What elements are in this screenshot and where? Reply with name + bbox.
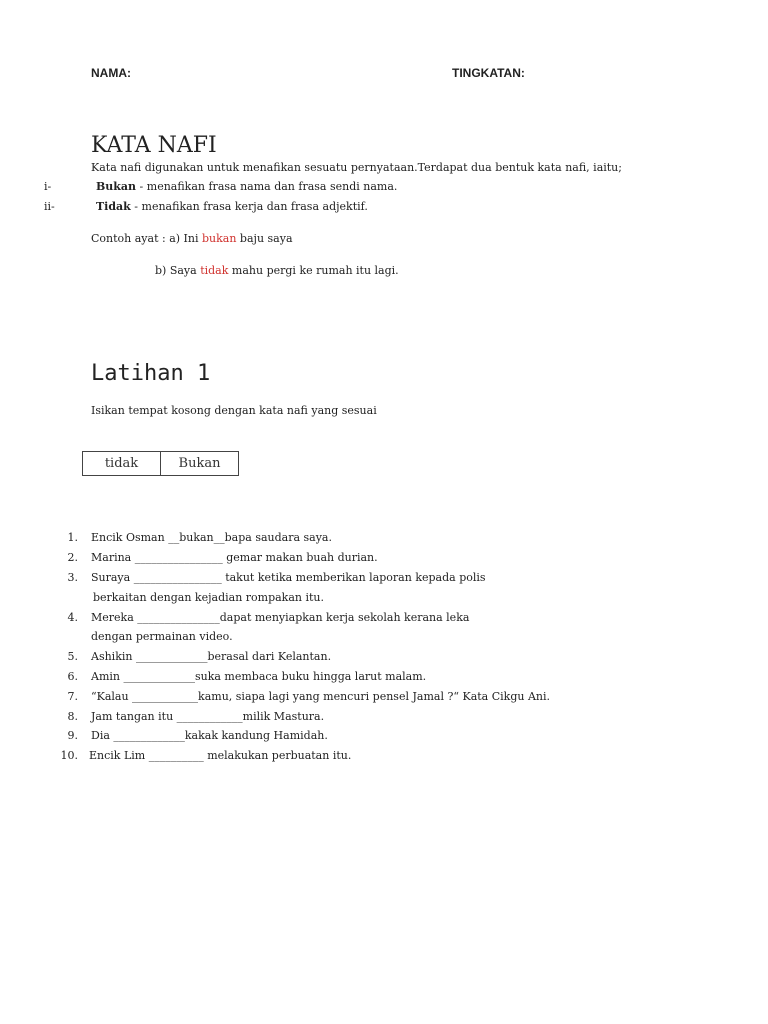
question-text: Jam tangan itu ____________milik Mastura. bbox=[91, 710, 325, 723]
example-text: b) Saya bbox=[155, 264, 201, 277]
exercise-instruction: Isikan tempat kosong dengan kata nafi yang sesuai bbox=[91, 404, 377, 417]
class-label: TINGKATAN: bbox=[452, 66, 525, 80]
form-marker: i- bbox=[44, 180, 52, 193]
question-number: 6. bbox=[67, 670, 78, 683]
form-word: Tidak bbox=[96, 200, 131, 213]
form-item-tidak bbox=[96, 200, 368, 213]
question-text: Amin _____________suka membaca buku hingga larut malam. bbox=[91, 670, 427, 683]
question-number: 4. bbox=[67, 611, 78, 624]
example-b bbox=[155, 264, 399, 277]
question-text: Encik Lim __________ melakukan perbuatan itu. bbox=[89, 749, 352, 762]
example-text: baju saya bbox=[236, 232, 293, 245]
section-title: KATA NAFI bbox=[91, 133, 217, 158]
example-text: Contoh ayat : a) Ini bbox=[91, 232, 202, 245]
exercise-title: Latihan 1 bbox=[91, 361, 211, 386]
word-box-cell: tidak bbox=[104, 456, 139, 471]
question-continuation: berkaitan dengan kejadian rompakan itu. bbox=[93, 591, 325, 604]
question-text: Marina ________________ gemar makan buah durian. bbox=[91, 551, 378, 564]
intro-text: Kata nafi digunakan untuk menafikan sesuatu pernyataan.Terdapat dua bentuk kata nafi, iaitu; bbox=[91, 161, 622, 174]
word-box-cell: Bukan bbox=[160, 452, 238, 475]
question-number: 10. bbox=[60, 749, 78, 762]
word-box bbox=[82, 451, 239, 476]
name-label: NAMA: bbox=[91, 66, 131, 80]
example-highlight: bukan bbox=[202, 232, 237, 245]
question-text: Encik Osman __bukan__bapa saudara saya. bbox=[91, 531, 332, 544]
form-item-bukan bbox=[96, 180, 397, 193]
form-word: Bukan bbox=[96, 180, 137, 193]
question-continuation: dengan permainan video. bbox=[91, 630, 233, 643]
question-text: Mereka _______________dapat menyiapkan kerja sekolah kerana leka bbox=[91, 611, 470, 624]
form-dash: - bbox=[136, 180, 147, 193]
form-desc: menafikan frasa kerja dan frasa adjektif. bbox=[141, 200, 368, 213]
question-number: 7. bbox=[67, 690, 78, 703]
form-dash: - bbox=[130, 200, 142, 213]
question-number: 8. bbox=[67, 710, 78, 723]
example-highlight: tidak bbox=[200, 264, 229, 277]
question-number: 5. bbox=[67, 650, 78, 663]
question-text: Dia _____________kakak kandung Hamidah. bbox=[91, 729, 328, 742]
form-marker: ii- bbox=[44, 200, 55, 213]
question-text: Suraya ________________ takut ketika memberikan laporan kepada polis bbox=[91, 571, 486, 584]
question-number: 9. bbox=[67, 729, 78, 742]
question-text: Ashikin _____________berasal dari Kelantan. bbox=[91, 650, 332, 663]
question-number: 3. bbox=[67, 571, 78, 584]
form-desc: menafikan frasa nama dan frasa sendi nama. bbox=[146, 180, 398, 193]
example-text: mahu pergi ke rumah itu lagi. bbox=[228, 264, 399, 277]
example-a bbox=[91, 232, 293, 245]
question-number: 2. bbox=[67, 551, 78, 564]
question-number: 1. bbox=[67, 531, 78, 544]
question-text: “Kalau ____________kamu, siapa lagi yang mencuri pensel Jamal ?“ Kata Cikgu Ani. bbox=[91, 690, 550, 703]
